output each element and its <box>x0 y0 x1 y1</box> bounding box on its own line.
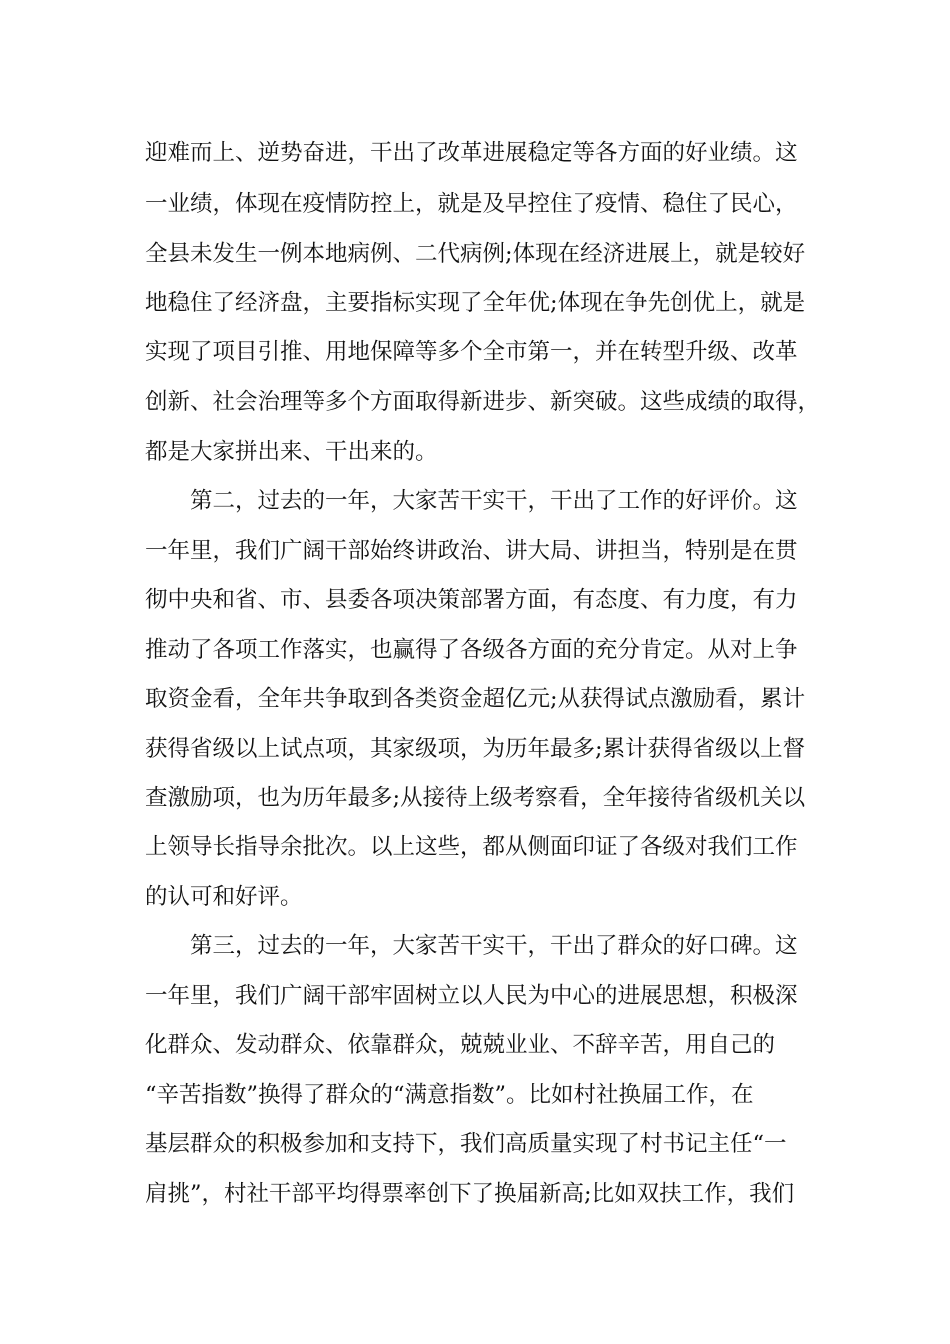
text-line: 彻中央和省、市、县委各项决策部署方面，有态度、有力度，有力 <box>145 587 798 613</box>
text-line: 上领导长指导余批次。以上这些，都从侧面印证了各级对我们工作 <box>145 834 798 860</box>
text-line: 都是大家拼出来、干出来的。 <box>145 439 438 465</box>
text-line: 全县未发生一例本地病例、二代病例;体现在经济进展上，就是较好 <box>145 241 806 267</box>
text-line: 一年里，我们广阔干部始终讲政治、讲大局、讲担当，特别是在贯 <box>145 538 798 564</box>
text-line: 化群众、发动群众、依靠群众，兢兢业业、不辞辛苦，用自己的 <box>145 1032 776 1058</box>
text-line: 推动了各项工作落实，也赢得了各级各方面的充分肯定。从对上争 <box>145 637 798 663</box>
text-line: 的认可和好评。 <box>145 884 303 910</box>
text-line: 一业绩，体现在疫情防控上，就是及早控住了疫情、稳住了民心， <box>145 191 798 217</box>
text-line: 第三，过去的一年，大家苦干实干，干出了群众的好口碑。这 <box>190 933 798 959</box>
text-line: 基层群众的积极参加和支持下，我们高质量实现了村书记主任“一 <box>145 1131 787 1157</box>
text-line: 创新、社会治理等多个方面取得新进步、新突破。这些成绩的取得， <box>145 389 821 415</box>
text-line: 实现了项目引推、用地保障等多个全市第一，并在转型升级、改革 <box>145 339 798 365</box>
text-line: 地稳住了经济盘，主要指标实现了全年优;体现在争先创优上，就是 <box>145 290 806 316</box>
text-line: 获得省级以上试点项，其家级项，为历年最多;累计获得省级以上督 <box>145 736 806 762</box>
text-line: 查激励项，也为历年最多;从接待上级考察看，全年接待省级机关以 <box>145 785 806 811</box>
text-line: 迎难而上、逆势奋进，干出了改革进展稳定等各方面的好业绩。这 <box>145 140 798 166</box>
text-line: 取资金看，全年共争取到各类资金超亿元;从获得试点激励看，累计 <box>145 686 806 712</box>
text-line: “辛苦指数”换得了群众的“满意指数”。比如村社换届工作，在 <box>145 1082 754 1108</box>
text-line: 一年里，我们广阔干部牢固树立以人民为中心的进展思想，积极深 <box>145 983 798 1009</box>
text-line: 第二，过去的一年，大家苦干实干，干出了工作的好评价。这 <box>190 488 798 514</box>
text-line: 肩挑”，村社干部平均得票率创下了换届新高;比如双扶工作，我们 <box>145 1181 795 1207</box>
